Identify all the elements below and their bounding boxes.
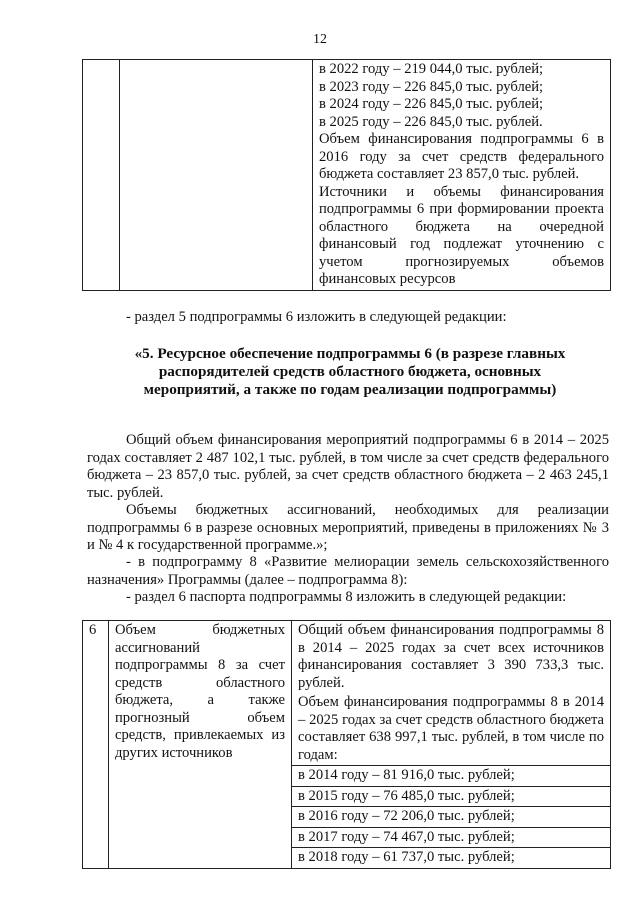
top-table-label-cell: [120, 60, 313, 291]
top-table-value-cell: [313, 60, 611, 291]
year-line: в 2018 году – 61 737,0 тыс. рублей;: [292, 847, 610, 868]
paragraph-subprogram-8: - в подпрограмму 8 «Развитие мелиорации земель сельскохозяйственного назначения» Программы (далее – подпрограмма 8):: [87, 554, 609, 588]
top-table-line: в 2023 году – 226 845,0 тыс. рублей;: [319, 78, 544, 95]
bottom-table-number: 6: [83, 621, 109, 869]
top-table-line: в 2025 году – 226 845,0 тыс. рублей.: [319, 113, 543, 130]
bottom-table-para-2: Объем финансирования подпрограммы 8 в 2014 – 2025 годах за счет средств областного бюджета составляет 638 997,1 тыс. рублей, в том числе по годам:: [298, 694, 604, 763]
year-line: в 2014 году – 81 916,0 тыс. рублей;: [292, 765, 610, 786]
top-table-line: в 2022 году – 219 044,0 тыс. рублей;: [319, 61, 544, 77]
instruction-section-6: - раздел 6 паспорта подпрограммы 8 изложить в следующей редакции:: [126, 589, 567, 605]
top-table-para-2: Источники и объемы финансирования подпрограммы 6 при формировании проекта областного бюджета на очередной финансовый год подлежат уточнению с учетом прогнозируемых объемов финансовых ресурсов: [319, 183, 604, 287]
top-table-number-cell: [83, 60, 120, 291]
paragraph-budget-allocations: Объемы бюджетных ассигнований, необходимых для реализации подпрограммы 6 в разрезе основных мероприятий, приведены в приложениях № 3 и № 4 к государственной программе.»;: [87, 502, 609, 553]
year-line: в 2016 году – 72 206,0 тыс. рублей;: [292, 806, 610, 827]
bottom-table-value-cell: [292, 621, 611, 869]
top-table: [82, 59, 611, 291]
bottom-table: [82, 620, 611, 869]
section-heading: «5. Ресурсное обеспечение подпрограммы 6 (в разрезе главных распорядителей средств областного бюджета, основных мероприятий, а также по годам реализации подпрограммы): [134, 345, 566, 398]
year-line: в 2015 году – 76 485,0 тыс. рублей;: [292, 786, 610, 807]
instruction-section-5: - раздел 5 подпрограммы 6 изложить в следующей редакции:: [126, 309, 507, 325]
paragraph-total-funding: Общий объем финансирования мероприятий подпрограммы 6 в 2014 – 2025 годах составляет 2 487 102,1 тыс. рублей, в том числе за счет средств федерального бюджета – 23 857,0 тыс. рублей, за счет средств областного бюджета – 2 463 245,1 тыс. рублей.: [87, 432, 609, 501]
bottom-table-para-1: Общий объем финансирования подпрограммы 8 в 2014 – 2025 годах за счет всех источников финансирования составляет 3 390 733,3 тыс. рублей.: [298, 622, 604, 691]
year-line: в 2017 году – 74 467,0 тыс. рублей;: [292, 827, 610, 848]
top-table-para-1: Объем финансирования подпрограммы 6 в 2016 году за счет средств федерального бюджета составляет 23 857,0 тыс. рублей.: [319, 131, 604, 182]
top-table-line: в 2024 году – 226 845,0 тыс. рублей;: [319, 96, 544, 112]
bottom-table-label: Объем бюджетных ассигнований подпрограммы 8 за счет средств областного бюджета, а также прогнозный объем средств, привлекаемых из других источников: [109, 621, 292, 869]
page-number: 12: [313, 32, 327, 47]
